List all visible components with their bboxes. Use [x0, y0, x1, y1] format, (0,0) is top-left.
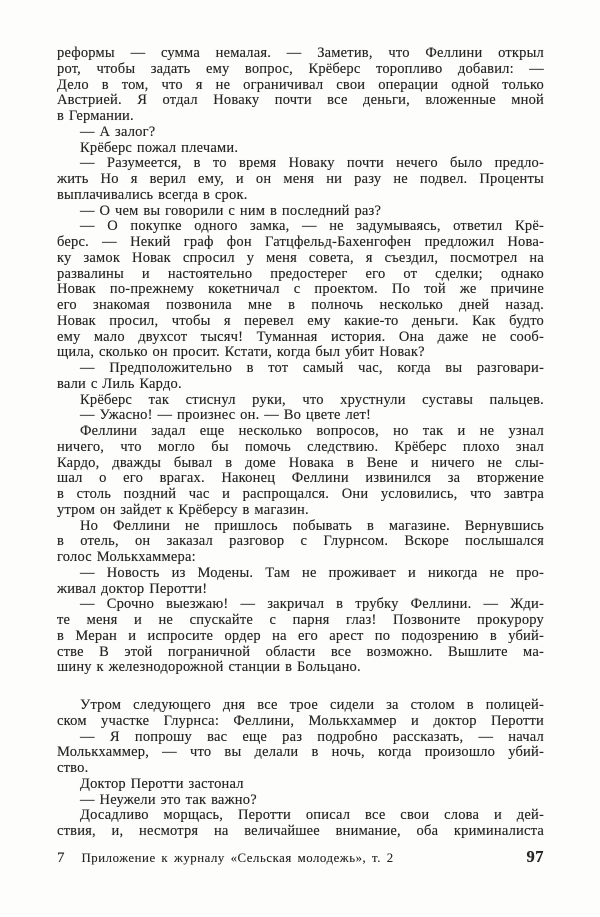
text-line: Кардо, дважды бывал в доме Новака в Вене и ничего не слы- — [57, 454, 544, 471]
text-line: утром он зайдет к Крёберсу в магазин. — [57, 501, 309, 518]
text-line: реформы — сумма немалая. — Заметив, что Феллини открыл — [57, 45, 544, 61]
text-line: — Я попрошу вас еще раз подробно рассказать, — начал — [80, 728, 544, 745]
text-line: ку замок Новак спросил у меня совета, я съездил, посмотрел на — [57, 249, 544, 266]
text-line: Феллини задал еще несколько вопросов, но так и не узнал — [80, 423, 544, 439]
text-line: ство. — [57, 760, 89, 776]
text-line: в столь поздний час и распрощался. Они условились, что завтра — [57, 486, 544, 502]
text-line: — Новость из Модены. Там не проживает и никогда не про- — [80, 564, 544, 581]
page-number: 97 — [526, 847, 544, 866]
text-line: стве В этой пограничной области все возможно. Вышлите ма- — [57, 643, 544, 660]
text-line: Доктор Перотти застонал — [80, 775, 244, 792]
text-line: — О покупке одного замка, — не задумываясь, ответил Крё- — [80, 218, 544, 235]
text-line: в Германии. — [57, 108, 134, 124]
text-line: голос Молькхаммера: — [57, 549, 196, 565]
text-line: Досадливо морщась, Перотти описал все свои слова и дей- — [80, 807, 544, 824]
text-line: щила, сколько он просит. Кстати, когда был убит Новак? — [57, 344, 425, 361]
text-line: Новак просил, чтобы я перевел ему какие-то деньги. Как будто — [57, 312, 544, 329]
imprint-text: Приложение к журналу «Сельская молодежь», т. 2 — [81, 851, 394, 865]
text-line: — Разумеется, в то время Новаку почти нечего было предло- — [80, 155, 544, 172]
text-line: шину к железнодорожной станции в Больцано. — [57, 659, 361, 676]
text-line: Молькхаммер, — что вы делали в ночь, когда произошло убий- — [57, 744, 544, 761]
text-line: его знакомая позвонила мне в полночь несколько дней назад. — [57, 297, 544, 313]
text-line: в Меран и испросите ордер на его арест по подозрению в убий- — [57, 627, 544, 644]
text-line: жить Но я верил ему, и он меня ни разу не подвел. Проценты — [57, 171, 544, 187]
text-line: рот, чтобы задать ему вопрос, Крёберс торопливо добавил: — — [57, 60, 544, 77]
text-line: Но Феллини не пришлось побывать в магазине. Вернувшись — [80, 517, 544, 534]
text-line: Утром следующего дня все трое сидели за столом в полицей- — [80, 697, 544, 713]
text-line: берс. — Некий граф фон Гатцфельд-Бахенгофен предложил Нова- — [57, 234, 544, 250]
text-line: — А залог? — [80, 123, 156, 140]
text-line: Крёберс пожал плечами. — [80, 139, 239, 156]
text-line: развалины и настоятельно предостерег его от сделки; однако — [57, 265, 544, 282]
text-line: в отель, он заказал разговор с Глурнсом. Вскоре послышался — [57, 533, 544, 550]
text-line: — Ужасно! — произнес он. — Во цвете лет! — [80, 407, 372, 424]
text-line: — Предположительно в тот самый час, когда вы разговари- — [80, 360, 544, 376]
text-line: вали с Лиль Кардо. — [57, 375, 182, 392]
text-line: шал о его врагах. Наконец Феллини извинился за вторжение — [57, 470, 544, 487]
page-text-block — [57, 46, 544, 840]
page-footer — [57, 847, 544, 867]
text-line: — Срочно выезжаю! — закричал в трубку Феллини. — Жди- — [80, 596, 544, 613]
text-line: выплачивались всегда в срок. — [57, 186, 248, 203]
text-line: Новак по-прежнему кокетничал с проектом. По той же причине — [57, 281, 544, 298]
text-line: те меня и не спускайте с парня глаз! Позвоните прокурору — [57, 612, 544, 628]
text-line: — О чем вы говорили с ним в последний раз? — [80, 202, 382, 219]
text-line: ском участке Глурнса: Феллини, Молькхаммер и доктор Перотти — [57, 712, 544, 729]
text-line: живал доктор Перотти! — [57, 580, 208, 597]
text-line: ствия, и, несмотря на величайшее внимание, оба криминалиста — [57, 823, 544, 839]
text-line: Дело в том, что я не ограничивал свои операции одной только — [57, 76, 544, 93]
text-line: ничего, что могло бы помочь следствию. Крёберс плохо знал — [57, 438, 544, 455]
imprint-line — [57, 850, 394, 867]
text-line: ему мало двухсот тысяч! Туманная история. Она даже не сооб- — [57, 328, 544, 345]
signature-number: 7 — [57, 850, 65, 866]
text-line: — Неужели это так важно? — [80, 791, 257, 808]
text-line: Крёберс так стиснул руки, что хрустнули суставы пальцев. — [80, 391, 544, 408]
text-line: Австрией. Я отдал Новаку почти все деньги, вложенные мной — [57, 92, 544, 109]
